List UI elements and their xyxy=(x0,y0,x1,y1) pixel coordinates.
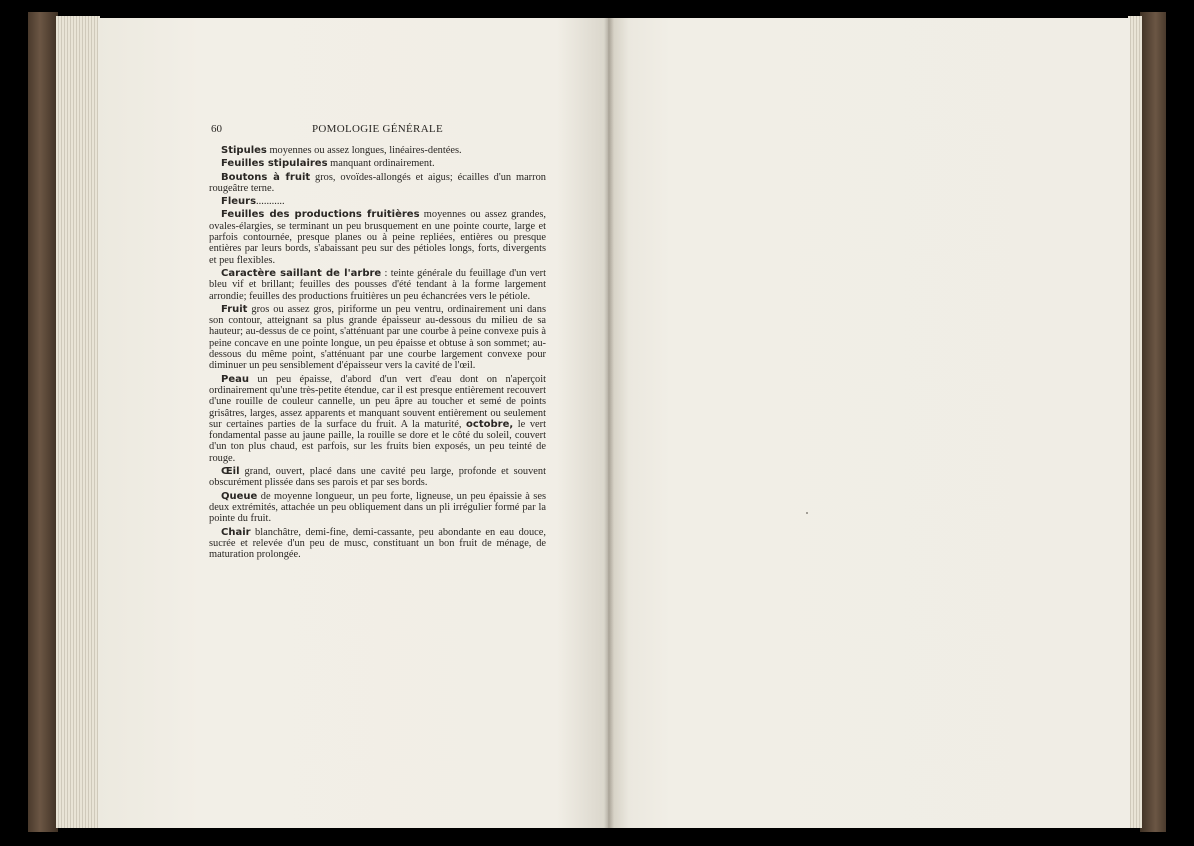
entry-text: moyennes ou assez longues, linéaires-dentées. xyxy=(266,145,462,156)
page-stack-left xyxy=(56,16,100,828)
running-title: POMOLOGIE GÉNÉRALE xyxy=(312,123,443,135)
entry-term: Queue xyxy=(221,490,258,502)
entry-queue xyxy=(209,491,546,525)
entry-feuilles-des-productions xyxy=(209,209,546,265)
entry-term: Œil xyxy=(221,466,240,478)
entry-term: Stipules xyxy=(221,145,267,156)
entry-text: manquant ordinairement. xyxy=(327,158,435,170)
entry-term: Chair xyxy=(221,526,251,538)
entry-text: : teinte générale du feuillage d'un vert bleu vif et brillant; feuilles des pousses d'été tendant à la forme largement arrondie; feuilles des productions fruitières un peu échancrées vers le pétiole. xyxy=(209,267,547,302)
entry-text: gros ou assez gros, piriforme un peu ventru, ordinairement uni dans son contour, atteignant sa plus grande épaisseur au-dessous du milieu de sa hauteur; au-dessus de ce point, s'atténuant par une courbe à peine convexe puis à peine concave en une pointe longue, un peu épaisse et obtuse à son sommet; au-dessous du même point, s'atténuant par une courbe largement convexe pour diminuer un peu sensiblement d'épaisseur vers la cavité de l'œil. xyxy=(209,303,546,372)
book-cover-left-edge xyxy=(28,12,58,832)
entry-text: ........... xyxy=(256,196,285,208)
entry-text: gros, ovoïdes-allongés et aigus; écailles d'un marron rougeâtre terne. xyxy=(209,171,546,194)
entry-inline-term: octobre, xyxy=(466,418,514,430)
entry-fruit xyxy=(209,304,546,372)
entry-text-continued: le vert fondamental passe au jaune paille, la rouille se dore et le côté du soleil, couvert d'un ton plus chaud, est parfois, sur les fruits bien exposés, un peu teinté de rouge. xyxy=(209,418,546,464)
book-gutter xyxy=(604,18,614,828)
entry-text: de moyenne longueur, un peu forte, ligneuse, un peu épaissie à ses deux extrémités, attachée un peu obliquement dans un pli irrégulier formé par la pointe du fruit. xyxy=(209,490,546,525)
right-page-blank xyxy=(608,18,1130,828)
running-head xyxy=(209,124,546,140)
page-stack-right xyxy=(1128,16,1142,828)
entry-term: Boutons à fruit xyxy=(221,171,311,183)
entry-term: Feuilles des productions fruitières xyxy=(221,209,420,221)
entry-chair xyxy=(209,527,546,561)
entry-peau xyxy=(209,374,546,464)
page-speck xyxy=(806,512,808,514)
entry-feuilles-stipulaires xyxy=(209,158,546,169)
entry-caractere-saillant xyxy=(209,268,546,302)
entry-term: Feuilles stipulaires xyxy=(221,158,328,170)
entry-fleurs xyxy=(209,196,546,207)
left-page-text xyxy=(209,124,546,562)
entry-term: Fruit xyxy=(221,303,248,315)
entry-text: un peu épaisse, d'abord d'un vert d'eau dont on n'aperçoit ordinairement qu'une très-petite étendue, car il est presque entièrement recouvert d'une rouille de couleur cannelle, un peu âpre au toucher et semé de points grisâtres, larges, assez apparents et manquant souvent entièrement ou seulement sur certaines parties de la surface du fruit. A la maturité, xyxy=(209,373,546,430)
entry-term: Peau xyxy=(221,373,249,385)
entry-stipules xyxy=(209,145,546,156)
entry-text: moyennes ou assez grandes, ovales-élargies, se terminant un peu brusquement en une pointe courte, large et parfois contournée, presque planes ou à peine repliées, entières ou presque entières par leurs bords, s'abaissant peu sur des pétioles longs, forts, divergents et peu flexibles. xyxy=(209,209,547,266)
entry-text: blanchâtre, demi-fine, demi-cassante, peu abondante en eau douce, sucrée et relevée d'un peu de musc, constituant un bon fruit de ménage, de maturation prolongée. xyxy=(209,526,546,561)
entry-boutons-a-fruit xyxy=(209,172,546,195)
entry-oeil xyxy=(209,466,546,489)
page-number: 60 xyxy=(211,123,222,135)
book-cover-right-edge xyxy=(1140,12,1166,832)
entry-text: grand, ouvert, placé dans une cavité peu large, profonde et souvent obscurément plissée dans ses parois et par ses bords. xyxy=(209,466,546,489)
entry-term: Fleurs xyxy=(221,196,257,208)
entry-term: Caractère saillant de l'arbre xyxy=(221,267,382,279)
